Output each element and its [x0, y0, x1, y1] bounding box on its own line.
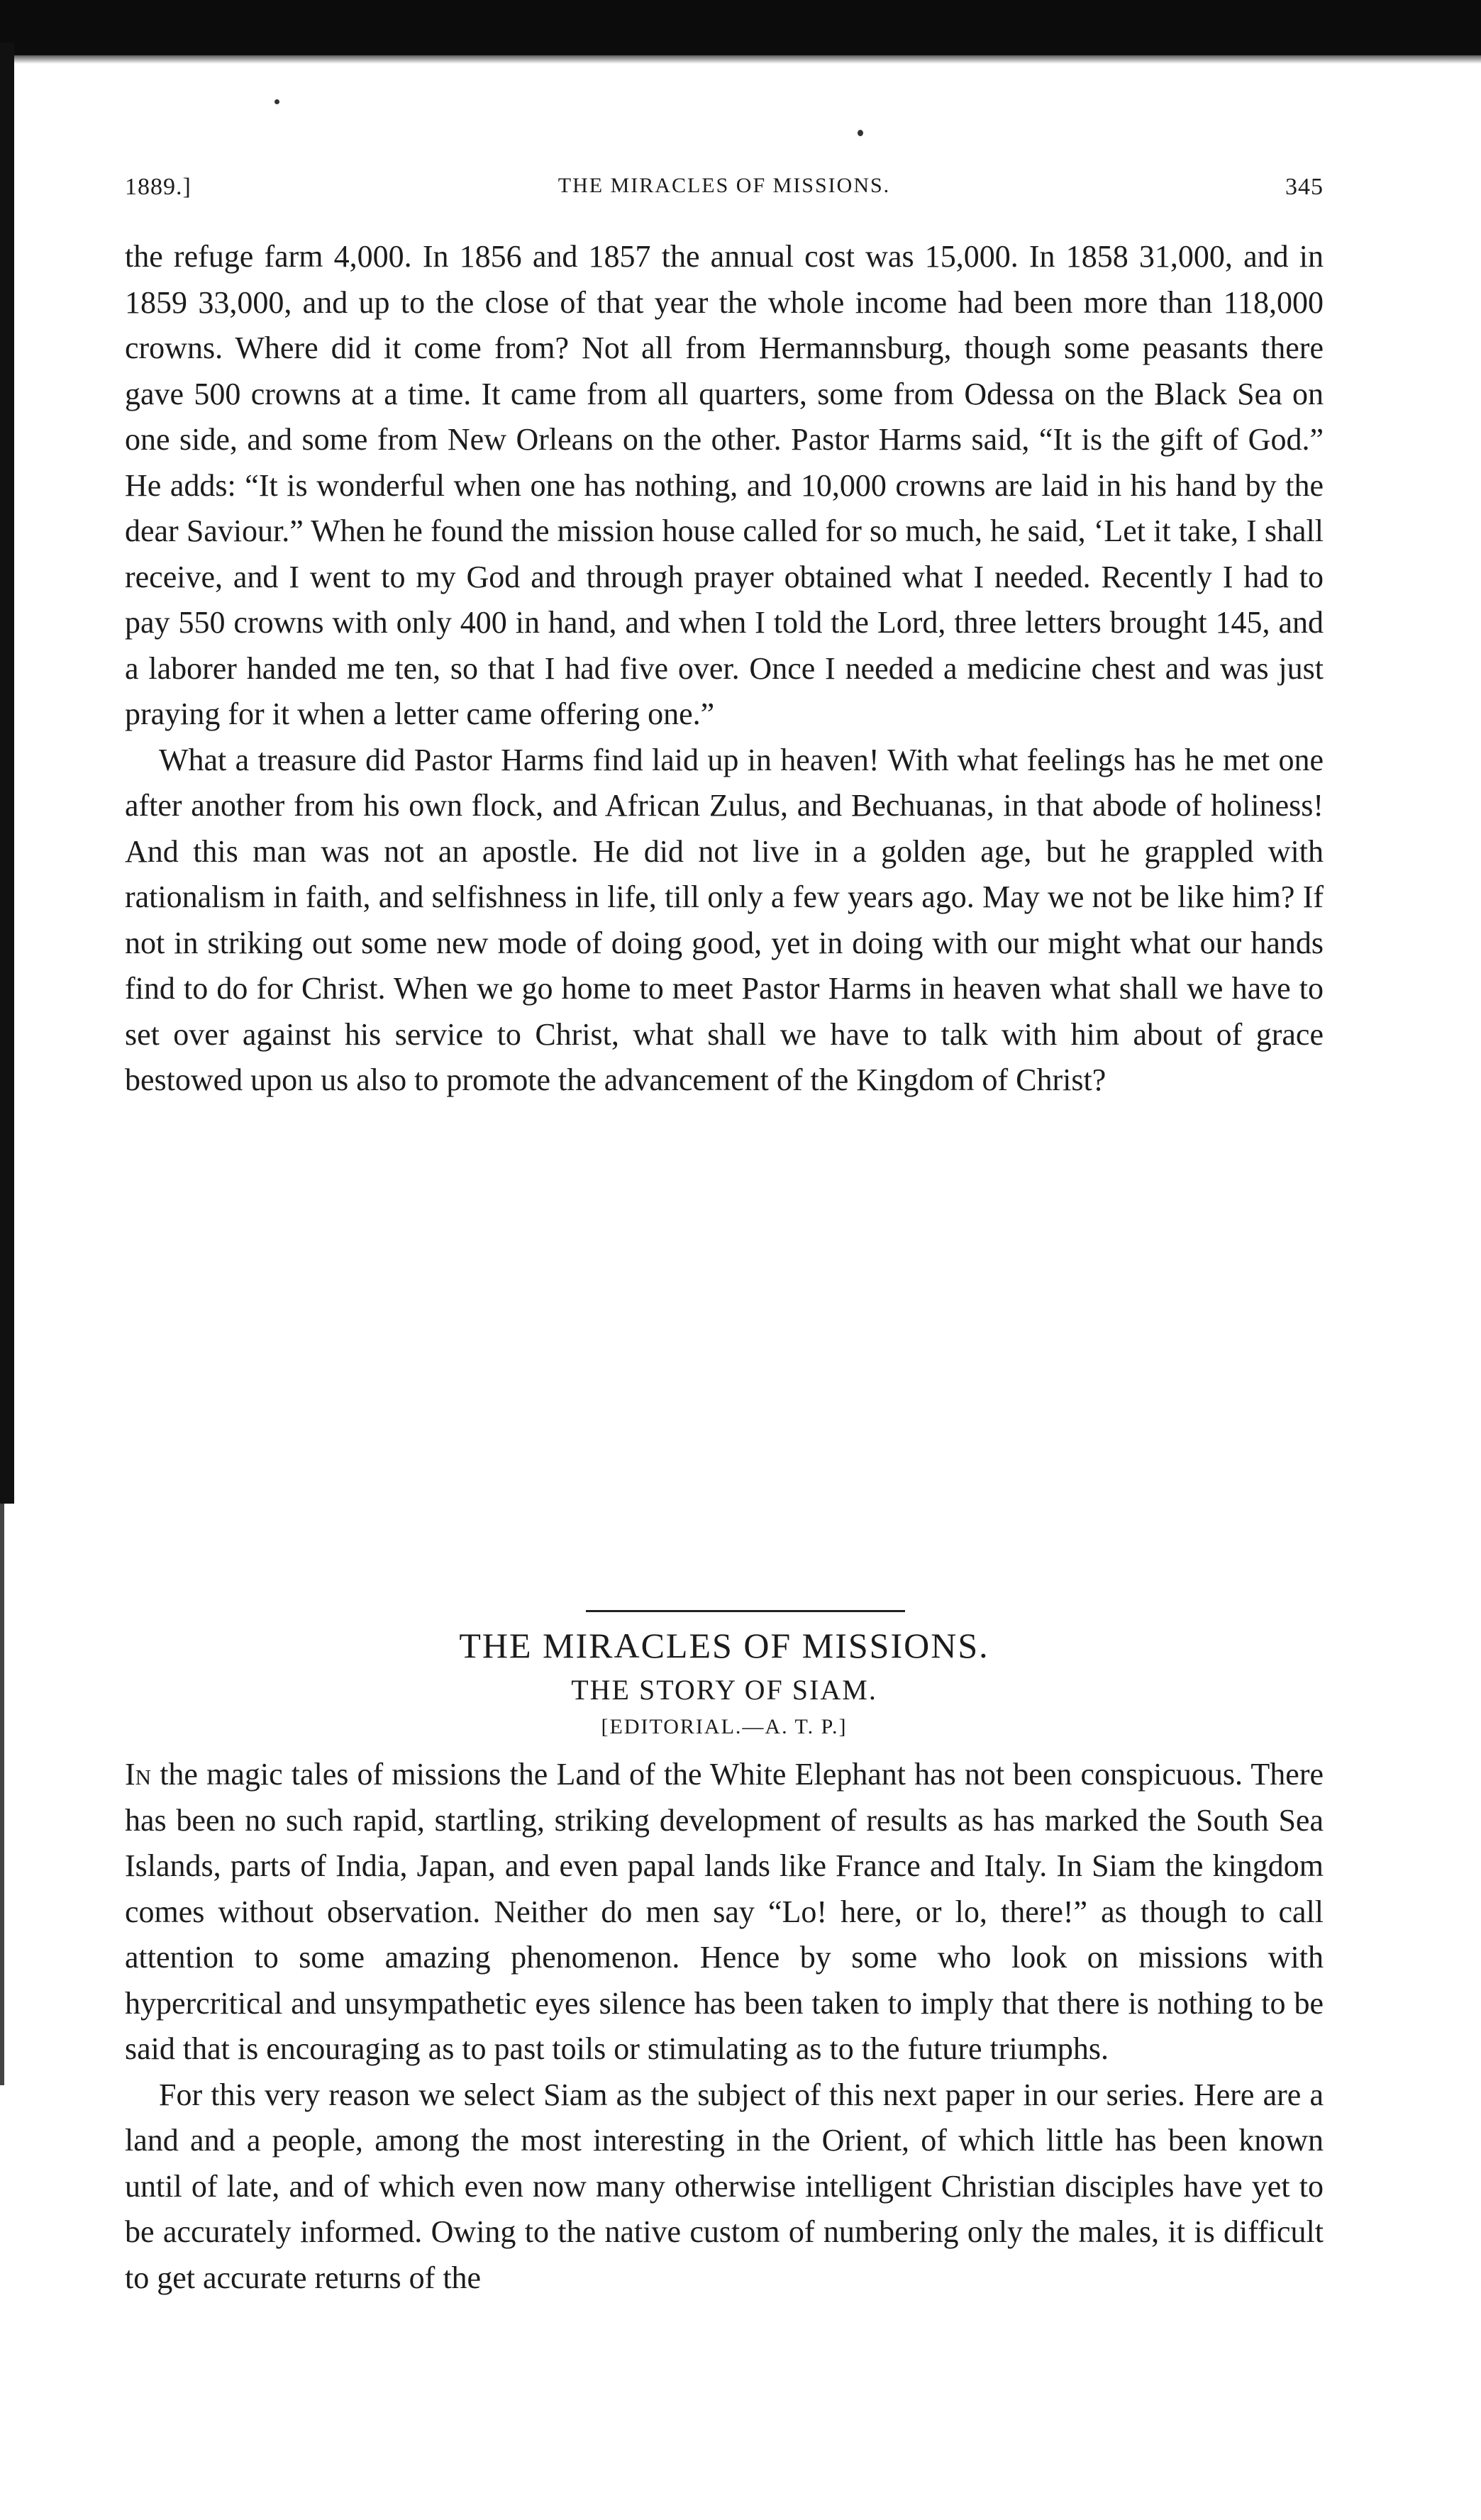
- article-paragraph-2: For this very reason we select Siam as the subject of this next paper in our series. Here are a land and a people, among the most interesting in the Orient, of which little has been known until of late, and of which even now many otherwise intelligent Christian disciples have yet to be accurately informed. Owing to the native custom of numbering only the males, it is difficult to get accurate returns of the: [125, 2077, 1324, 2295]
- scan-border-shadow: [0, 55, 1481, 64]
- header-year: 1889.]: [125, 174, 192, 200]
- scan-speck: [274, 99, 279, 104]
- article-paragraph-1: [125, 1752, 1324, 2072]
- article-title: THE MIRACLES OF MISSIONS.: [459, 1626, 989, 1665]
- running-header: [125, 174, 1324, 216]
- header-running-title: THE MIRACLES OF MISSIONS.: [558, 174, 891, 197]
- scan-border-top: [0, 0, 1481, 55]
- continuation-paragraph-1: the refuge farm 4,000. In 1856 and 1857 the annual cost was 15,000. In 1858 31,000, and in 1859 33,000, and up to the close of that year the whole income had been more than 118,000 crowns. Where did it come from? Not all from Hermannsburg, though some peasants there gave 500 crowns at a time. It came from all quarters, some from Odessa on the Black Sea on one side, and some from New Orleans on the other. Pastor Harms said, “It is the gift of God.” He adds: “It is wonderful when one has nothing, and 10,000 crowns are laid in his hand by the dear Saviour.” When he found the mission house called for so much, he said, ‘Let it take, I shall receive, and I went to my God and through prayer obtained what I needed. Recently I had to pay 550 crowns with only 400 in hand, and when I told the Lord, three letters brought 145, and a laborer handed me ten, so that I had five over. Once I needed a medicine chest and was just praying for it when a letter came offering one.”: [125, 239, 1324, 731]
- scan-speck: [858, 130, 863, 136]
- article-subtitle: THE STORY OF SIAM.: [571, 1674, 877, 1706]
- scan-border-left: [0, 43, 14, 1504]
- continuation-text: [125, 234, 1324, 1104]
- article-heading: [125, 1621, 1324, 1744]
- article-dropcap: In: [125, 1757, 152, 1792]
- continuation-paragraph-2: What a treasure did Pastor Harms find laid up in heaven! With what feelings has he met one after another from his own flock, and African Zulus, and Bechuanas, in that abode of holiness! And this man was not an apostle. He did not live in a golden age, but he grappled with rationalism in faith, and selfishness in life, till only a few years ago. May we not be like him? If not in striking out some new mode of doing good, yet in doing with our might what our hands find to do for Christ. When we go home to meet Pastor Harms in heaven what shall we have to set over against his service to Christ, what shall we have to talk with him about of grace bestowed upon us also to promote the advancement of the Kingdom of Christ?: [125, 742, 1324, 1097]
- article-text: [125, 1752, 1324, 2301]
- article-paragraph-1-body: the magic tales of missions the Land of the White Elephant has not been conspicuous. There has been no such rapid, startling, striking development of results as has marked the South Sea Islands, parts of India, Japan, and even papal lands like France and Italy. In Siam the kingdom comes without observation. Neither do men say “Lo! here, or lo, there!” as though to call attention to some amazing phenomenon. Hence by some who look on missions with hypercritical and unsympathetic eyes silence has been taken to imply that there is nothing to be said that is encouraging as to past toils or stimulating as to the future triumphs.: [125, 1757, 1324, 2066]
- header-page-number: 345: [1285, 174, 1324, 200]
- section-divider: [586, 1610, 905, 1612]
- scan-border-left-thin: [0, 1504, 4, 2085]
- article-byline: [EDITORIAL.—A. T. P.]: [601, 1715, 848, 1738]
